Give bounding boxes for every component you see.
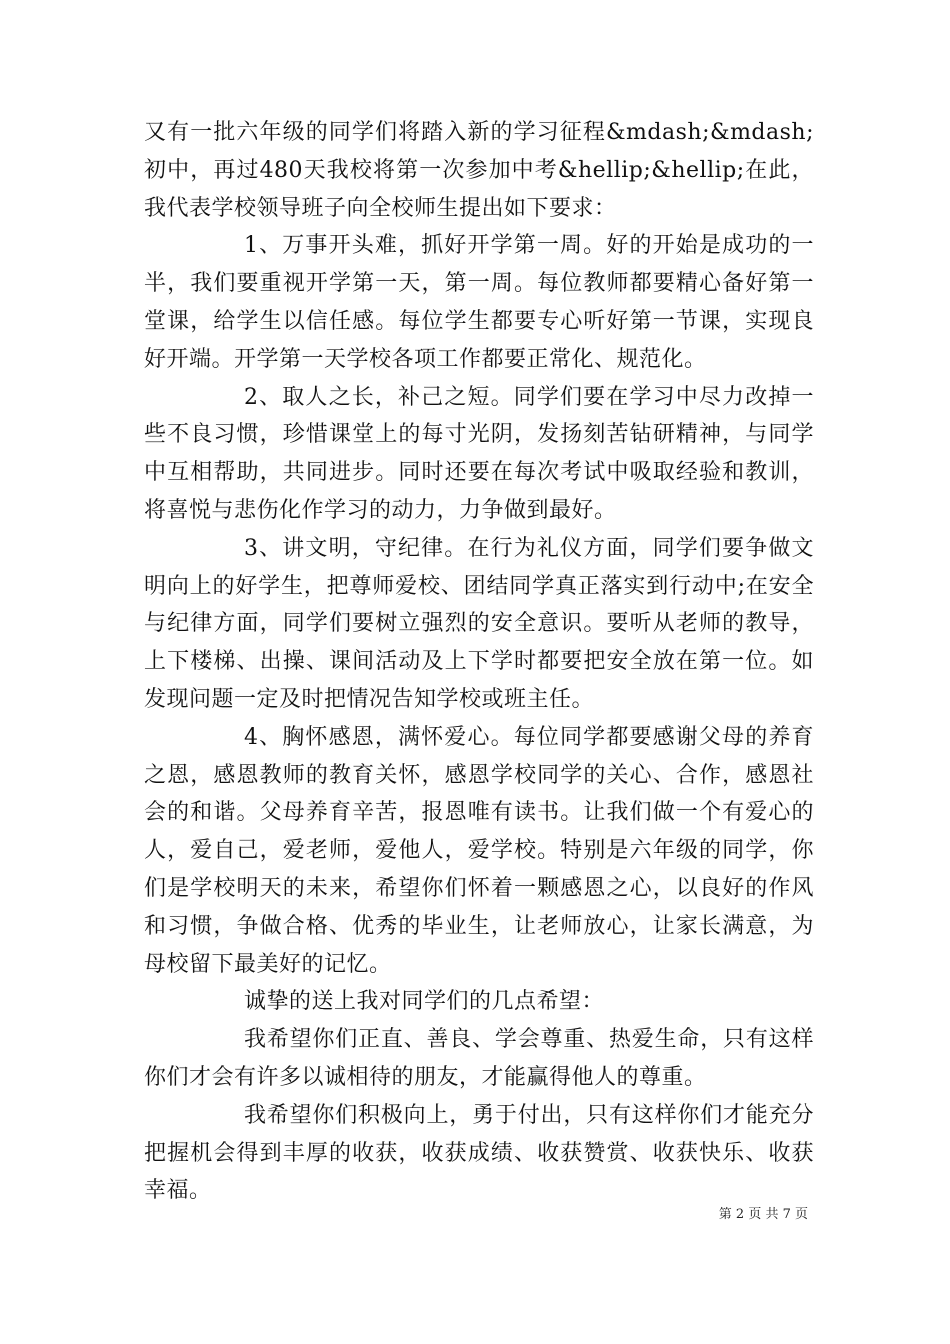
- paragraph-requirement-4: 4、胸怀感恩，满怀爱心。每位同学都要感谢父母的养育之恩，感恩教师的教育关怀，感恩学校同学的关心、合作，感恩社会的和谐。父母养育辛苦，报恩唯有读书。让我们做一个有爱心的人，爱自己，爱老师，爱他人，爱学校。特别是六年级的同学，你们是学校明天的未来，希望你们怀着一颗感恩之心，以良好的作风和习惯，争做合格、优秀的毕业生，让老师放心，让家长满意，为母校留下最美好的记忆。: [144, 724, 814, 977]
- paragraph-requirement-2: 2、取人之长，补己之短。同学们要在学习中尽力改掉一些不良习惯，珍惜课堂上的每寸光阴，发扬刻苦钻研精神，与同学中互相帮助，共同进步。同时还要在每次考试中吸取经验和教训，将喜悦与悲伤化作学习的动力，力争做到最好。: [144, 384, 814, 523]
- page-number: 第 2 页 共 7 页: [718, 1207, 808, 1222]
- paragraph-hope-1: 我希望你们正直、善良、学会尊重、热爱生命，只有这样你们才会有许多以诚相待的朋友，才能赢得他人的尊重。: [144, 1027, 814, 1090]
- paragraph-hope-2: 我希望你们积极向上，勇于付出，只有这样你们才能充分把握机会得到丰厚的收获，收获成绩、收获赞赏、收获快乐、收获幸福。: [144, 1102, 814, 1204]
- paragraph-intro: 又有一批六年级的同学们将踏入新的学习征程&mdash;&mdash;初中，再过480天我校将第一次参加中考&hellip;&hellip;在此，我代表学校领导班子向全校师生提出如下要求：: [144, 120, 814, 221]
- document-body: [144, 114, 814, 1210]
- paragraph-requirement-3: 3、讲文明，守纪律。在行为礼仪方面，同学们要争做文明向上的好学生，把尊师爱校、团结同学真正落实到行动中;在安全与纪律方面，同学们要树立强烈的安全意识。要听从老师的教导，上下楼梯、出操、课间活动及上下学时都要把安全放在第一位。如发现问题一定及时把情况告知学校或班主任。: [144, 535, 814, 712]
- paragraph-requirement-1: 1、万事开头难，抓好开学第一周。好的开始是成功的一半，我们要重视开学第一天，第一周。每位教师都要精心备好第一堂课，给学生以信任感。每位学生都要专心听好第一节课，实现良好开端。开学第一天学校各项工作都要正常化、规范化。: [144, 233, 814, 372]
- paragraph-hopes-heading: 诚挚的送上我对同学们的几点希望：: [244, 989, 605, 1015]
